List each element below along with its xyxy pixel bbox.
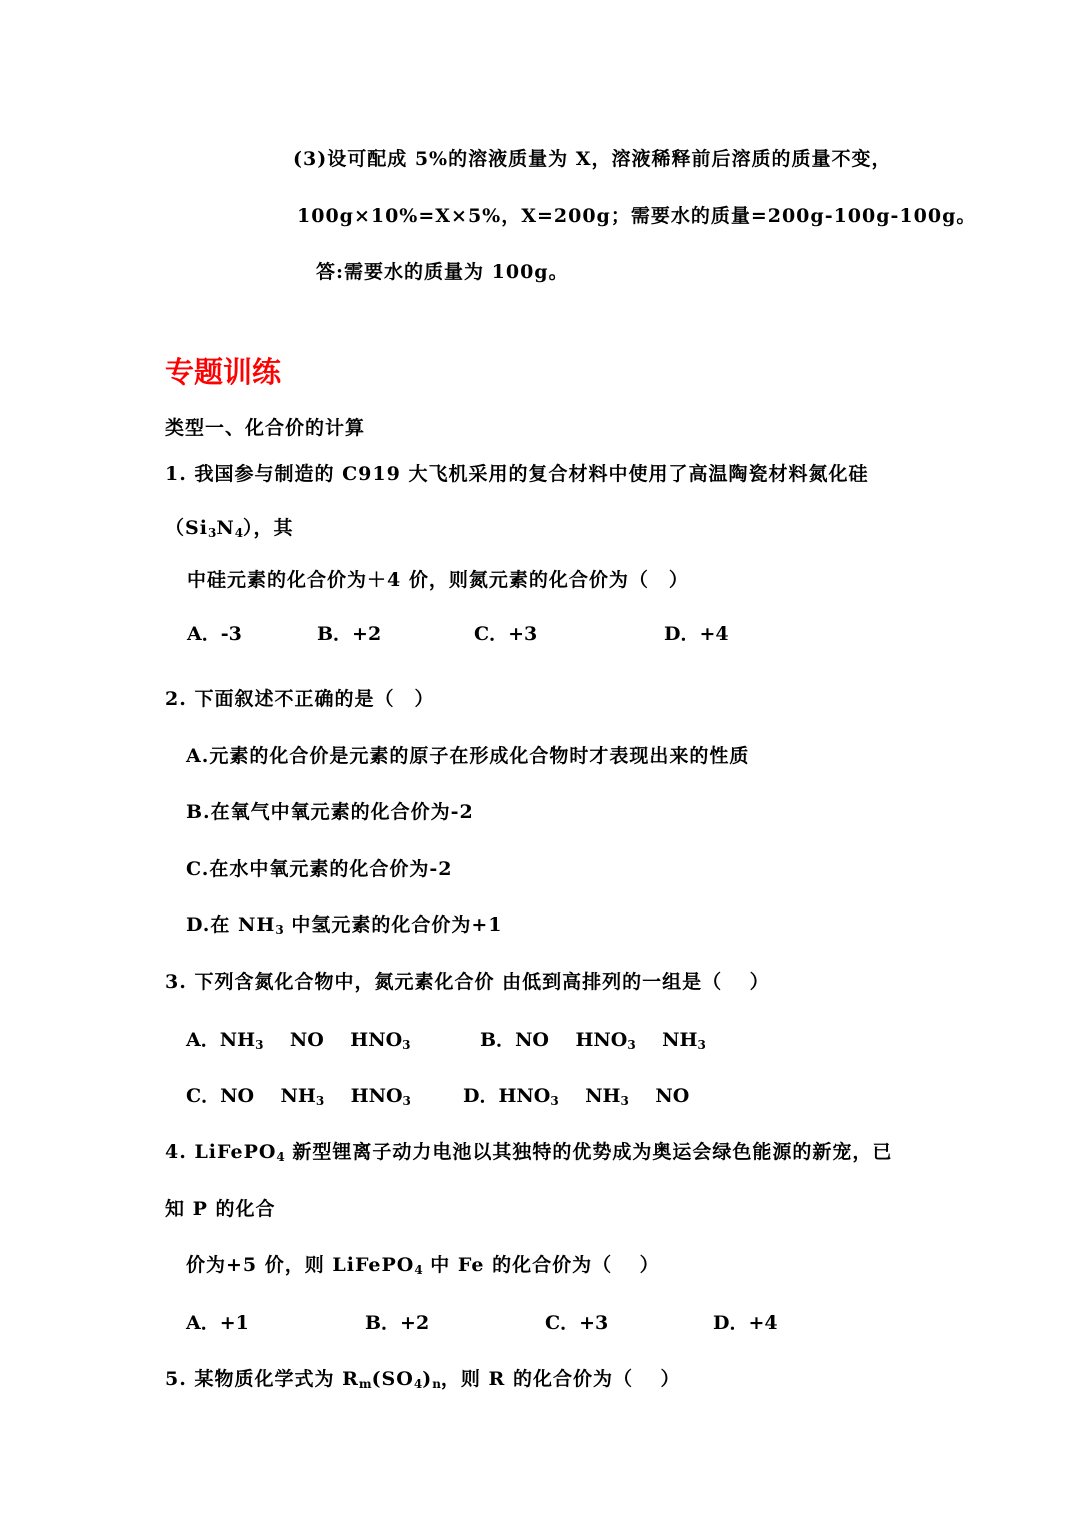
question-4-option-b: B．+2: [365, 1312, 430, 1334]
question-3-option-c: C．NO $NH_3$ $HNO_3$: [186, 1085, 411, 1108]
solution-line-1: (3)设可配成 5%的溶液质量为 X，溶液稀释前后溶质的质量不变，: [293, 148, 892, 170]
question-3-option-b: B．NO $HNO_3$ $NH_3$: [480, 1029, 706, 1052]
question-2-option-c: C.在水中氧元素的化合价为-2: [186, 858, 453, 880]
question-3-stem: 3. 下列含氮化合物中，氮元素化合价 由低到高排列的一组是（ ）: [165, 971, 770, 993]
question-2-option-a: A.元素的化合价是元素的原子在形成化合物时才表现出来的性质: [186, 745, 750, 767]
solution-answer: 答:需要水的质量为 100g。: [316, 261, 569, 283]
question-2-stem: 2. 下面叙述不正确的是（ ）: [165, 688, 435, 710]
question-1-option-d: D．+4: [664, 623, 729, 645]
question-5-stem: 5. 某物质化学式为 $R_m(SO_4)_n$，则 R 的化合价为（ ）: [165, 1368, 681, 1391]
question-1-option-b: B．+2: [317, 623, 382, 645]
question-3-option-d: D．$HNO_3$ $NH_3$ NO: [463, 1085, 690, 1108]
section-title: 专题训练: [165, 355, 282, 389]
question-3-option-a: A．$NH_3$ NO $HNO_3$: [186, 1029, 411, 1052]
question-4-line-2: 知 P 的化合: [165, 1198, 276, 1220]
question-1-line-2: $(Si_3N_4)$，其: [165, 517, 294, 540]
section-subtitle: 类型一、化合价的计算: [165, 417, 366, 439]
question-4-option-c: C．+3: [545, 1312, 609, 1334]
question-4-line-3: 价为+5 价，则 LiFePO$_4$ 中 Fe 的化合价为（ ）: [186, 1254, 660, 1277]
question-4-line-1: 4. LiFePO$_4$ 新型锂离子动力电池以其独特的优势成为奥运会绿色能源的新宠，已: [165, 1141, 893, 1164]
question-1-line-3: 中硅元素的化合价为＋4 价，则氮元素的化合价为（ ）: [187, 569, 689, 591]
question-1-option-c: C．+3: [474, 623, 538, 645]
question-4-option-d: D．+4: [713, 1312, 778, 1334]
question-2-option-d: D.在 $NH_3$ 中氢元素的化合价为+1: [186, 914, 503, 937]
question-1-option-a: A．-3: [187, 623, 242, 645]
question-2-option-b: B.在氧气中氧元素的化合价为-2: [186, 801, 474, 823]
solution-line-2: 100g×10%=X×5%，X=200g；需要水的质量=200g-100g-100g。: [297, 205, 977, 227]
question-1-line-1: 1. 我国参与制造的 C919 大飞机采用的复合材料中使用了高温陶瓷材料氮化硅: [165, 463, 869, 485]
question-4-option-a: A．+1: [186, 1312, 249, 1334]
